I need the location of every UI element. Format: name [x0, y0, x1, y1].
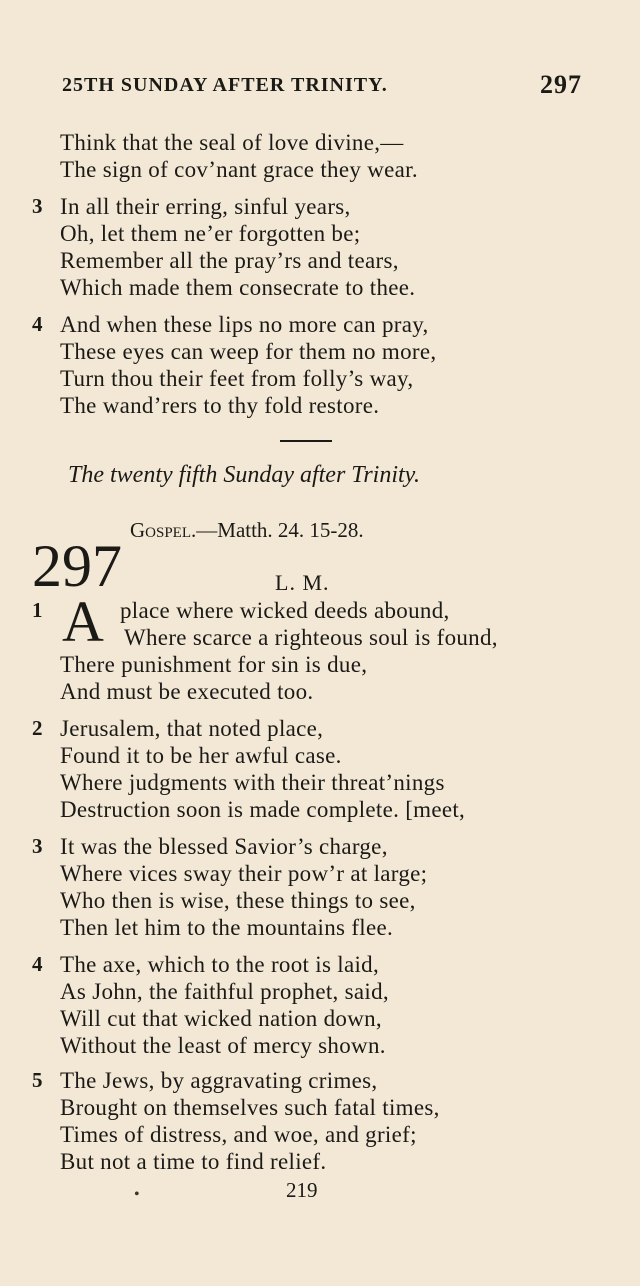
running-head-title: 25TH SUNDAY AFTER TRINITY.	[62, 74, 388, 96]
printer-ornament: •	[134, 1186, 140, 1203]
verse-line: Jerusalem, that noted place,	[60, 716, 324, 741]
verse-line: These eyes can weep for them no more,	[60, 339, 437, 364]
stanza-number: 3	[32, 194, 43, 218]
verse-line: Will cut that wicked nation down,	[60, 1006, 382, 1031]
verse-line: place where wicked deeds abound,	[120, 598, 450, 623]
verse-line: Remember all the pray’rs and tears,	[60, 248, 399, 273]
verse-line: But not a time to find relief.	[60, 1149, 327, 1174]
verse-line: Found it to be her awful case.	[60, 743, 342, 768]
verse-line: And when these lips no more can pray,	[60, 312, 429, 337]
verse-line: Destruction soon is made complete. [meet,	[60, 797, 466, 822]
verse-line: The Jews, by aggravating crimes,	[60, 1068, 378, 1093]
verse-line: Brought on themselves such fatal times,	[60, 1095, 440, 1120]
section-divider	[280, 440, 332, 442]
verse-line: Where judgments with their threat’nings	[60, 770, 445, 795]
verse-line: Think that the seal of love divine,—	[60, 130, 404, 155]
stanza-number: 1	[32, 598, 43, 622]
gospel-reference	[130, 518, 364, 543]
verse-line: Turn thou their feet from folly’s way,	[60, 366, 414, 391]
stanza-number: 5	[32, 1068, 43, 1092]
hymn-meter: L. M.	[275, 570, 330, 595]
verse-line: Without the least of mercy shown.	[60, 1033, 386, 1058]
verse-line: The axe, which to the root is laid,	[60, 952, 380, 977]
verse-line: Which made them consecrate to thee.	[60, 275, 416, 300]
verse-line: And must be executed too.	[60, 679, 314, 704]
verse-line: Where scarce a righteous soul is found,	[124, 625, 498, 650]
gospel-label: Gospel.	[130, 518, 197, 542]
stanza-number: 2	[32, 716, 43, 740]
verse-line: As John, the faithful prophet, said,	[60, 979, 389, 1004]
folio-number: 219	[286, 1178, 318, 1202]
verse-line: In all their erring, sinful years,	[60, 194, 351, 219]
stanza-number: 3	[32, 834, 43, 858]
verse-line: The sign of cov’nant grace they wear.	[60, 157, 418, 182]
gospel-citation: —Matth. 24. 15-28.	[196, 518, 364, 542]
verse-line: Then let him to the mountains flee.	[60, 915, 394, 940]
hymn-number: 297	[32, 533, 122, 599]
verse-line: Times of distress, and woe, and grief;	[60, 1122, 417, 1147]
verse-line: Where vices sway their pow’r at large;	[60, 861, 428, 886]
verse-line: It was the blessed Savior’s charge,	[60, 834, 388, 859]
drop-cap: A	[62, 589, 104, 654]
verse-line: Who then is wise, these things to see,	[60, 888, 416, 913]
verse-line: The wand’rers to thy fold restore.	[60, 393, 380, 418]
occasion-heading: The twenty fifth Sunday after Trinity.	[68, 462, 420, 488]
running-head-hymn-number: 297	[540, 70, 582, 99]
verse-line: Oh, let them ne’er forgotten be;	[60, 221, 361, 246]
stanza-number: 4	[32, 312, 43, 336]
verse-line: There punishment for sin is due,	[60, 652, 368, 677]
stanza-number: 4	[32, 952, 43, 976]
